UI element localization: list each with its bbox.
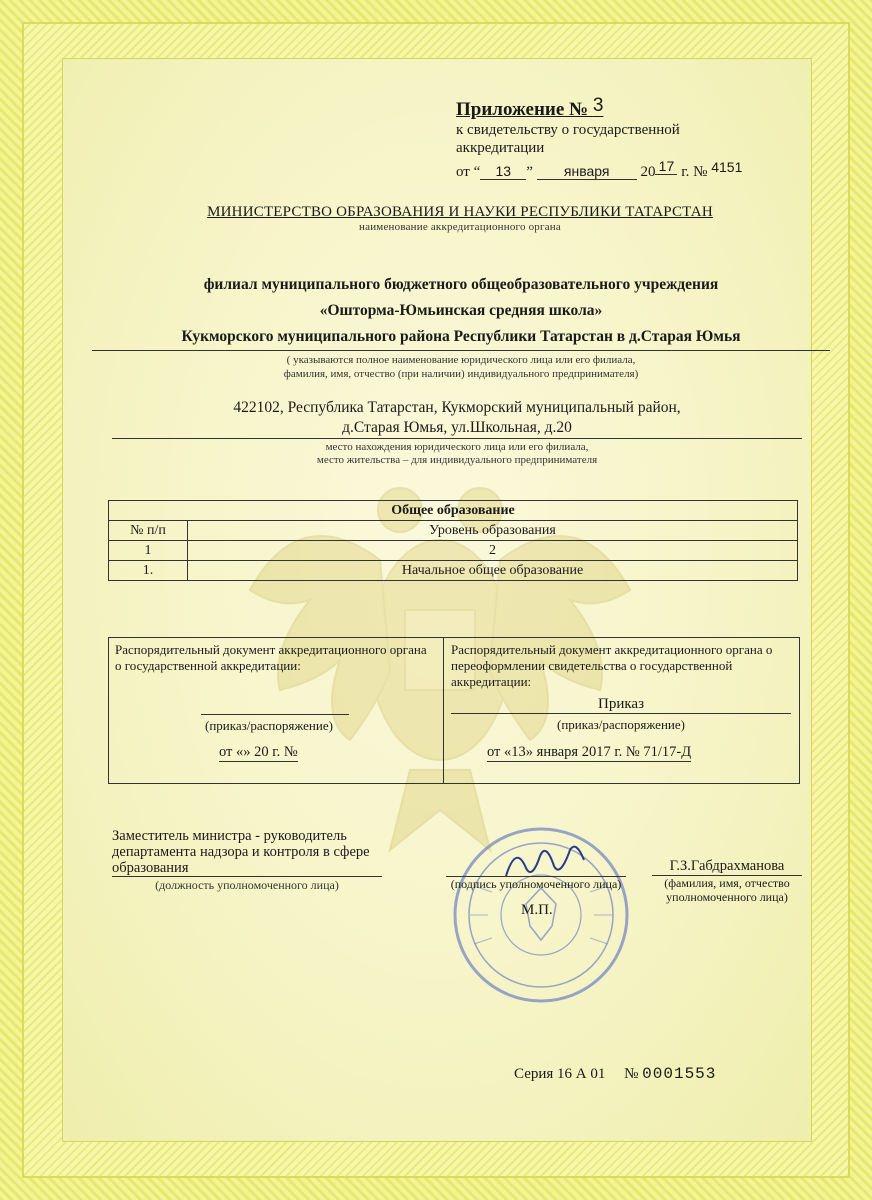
series-label: Серия 16 А 01 (514, 1066, 606, 1082)
column-header-num: № п/п (109, 521, 188, 541)
left-document-title: Распорядительный документ аккредитационного органа о государственной аккредитации: (115, 642, 427, 673)
ministry-block (100, 204, 820, 233)
column-index-num: 1 (109, 541, 188, 561)
signer-name-caption: (фамилия, имя, отчество уполномоченного лица) (664, 876, 790, 904)
column-index-level: 2 (188, 541, 798, 561)
column-header-level: Уровень образования (188, 521, 798, 541)
right-document-title: Распорядительный документ аккредитационного органа о переоформлении свидетельства о государственной аккредитации: (451, 642, 773, 689)
appendix-number: 3 (592, 95, 604, 116)
stamp-label: М.П. (521, 902, 553, 918)
appendix-title-text: Приложение № (456, 99, 589, 120)
date-day: 13 (480, 163, 526, 180)
administrative-documents-box (108, 637, 800, 784)
number-label: № (624, 1066, 639, 1082)
organization-line-2: «Ошторма-Юмьинская средняя школа» (319, 302, 603, 319)
signer-position-caption: (должность уполномоченного лица) (155, 878, 339, 892)
ministry-caption: наименование аккредитационного органа (359, 221, 561, 233)
organization-block (92, 272, 830, 381)
address-line-1: 422102, Республика Татарстан, Кукморский муниципальный район, (233, 399, 681, 416)
certificate-footer (514, 1065, 716, 1083)
signer-position-text: Заместитель министра - руководитель департамента надзора и контроля в сфере образования (112, 828, 382, 877)
table-row (109, 561, 798, 581)
appendix-subtitle: к свидетельству о государственной аккредитации (456, 122, 680, 156)
signer-position (112, 828, 382, 893)
right-document-caption: (приказ/распоряжение) (557, 717, 685, 732)
education-table-title: Общее образование (109, 501, 798, 521)
organization-line-3: Кукморского муниципального района Республики Татарстан в д.Старая Юмья (92, 324, 830, 351)
address-block (112, 398, 802, 467)
address-caption-2: место жительства – для индивидуального предпринимателя (316, 454, 598, 466)
year-label: г. № (681, 164, 708, 180)
year-prefix: 20 (640, 164, 656, 180)
organization-line-1: филиал муниципального бюджетного общеобразовательного учреждения (203, 276, 719, 293)
date-month: января (537, 163, 637, 180)
left-document-type-line (201, 714, 349, 715)
date-prefix: от (456, 164, 470, 180)
signer-name: Г.З.Габдрахманова (652, 858, 802, 876)
organization-caption-1: ( указываются полное наименование юридического лица или его филиала, (286, 354, 636, 366)
serial-number: 0001553 (642, 1065, 717, 1083)
row-num: 1. (109, 561, 188, 581)
right-document-type: Приказ (451, 696, 791, 714)
certificate-number: 4151 (711, 159, 743, 175)
education-table (108, 500, 798, 581)
documents-divider (443, 638, 444, 783)
signature-caption: (подпись уполномоченного лица) (446, 876, 626, 892)
left-document-caption: (приказ/распоряжение) (205, 718, 333, 733)
year-suffix: 17 (655, 158, 677, 175)
ministry-name: МИНИСТЕРСТВО ОБРАЗОВАНИЯ И НАУКИ РЕСПУБЛИКИ ТАТАРСТАН (207, 204, 713, 220)
appendix-title (456, 95, 603, 121)
left-document-date: от «» 20 г. № (219, 744, 298, 760)
row-level: Начальное общее образование (188, 561, 798, 581)
address-caption-1: место нахождения юридического лица или его филиала, (325, 441, 589, 453)
address-line-2: д.Старая Юмья, ул.Школьная, д.20 (112, 418, 802, 439)
organization-caption-2: фамилия, имя, отчество (при наличии) индивидуального предпринимателя) (283, 368, 639, 380)
right-document-date: от «13» января 2017 г. № 71/17-Д (487, 744, 692, 760)
appendix-date-line: от “ 13 ” января 20 17 г. № 4151 (456, 158, 743, 180)
